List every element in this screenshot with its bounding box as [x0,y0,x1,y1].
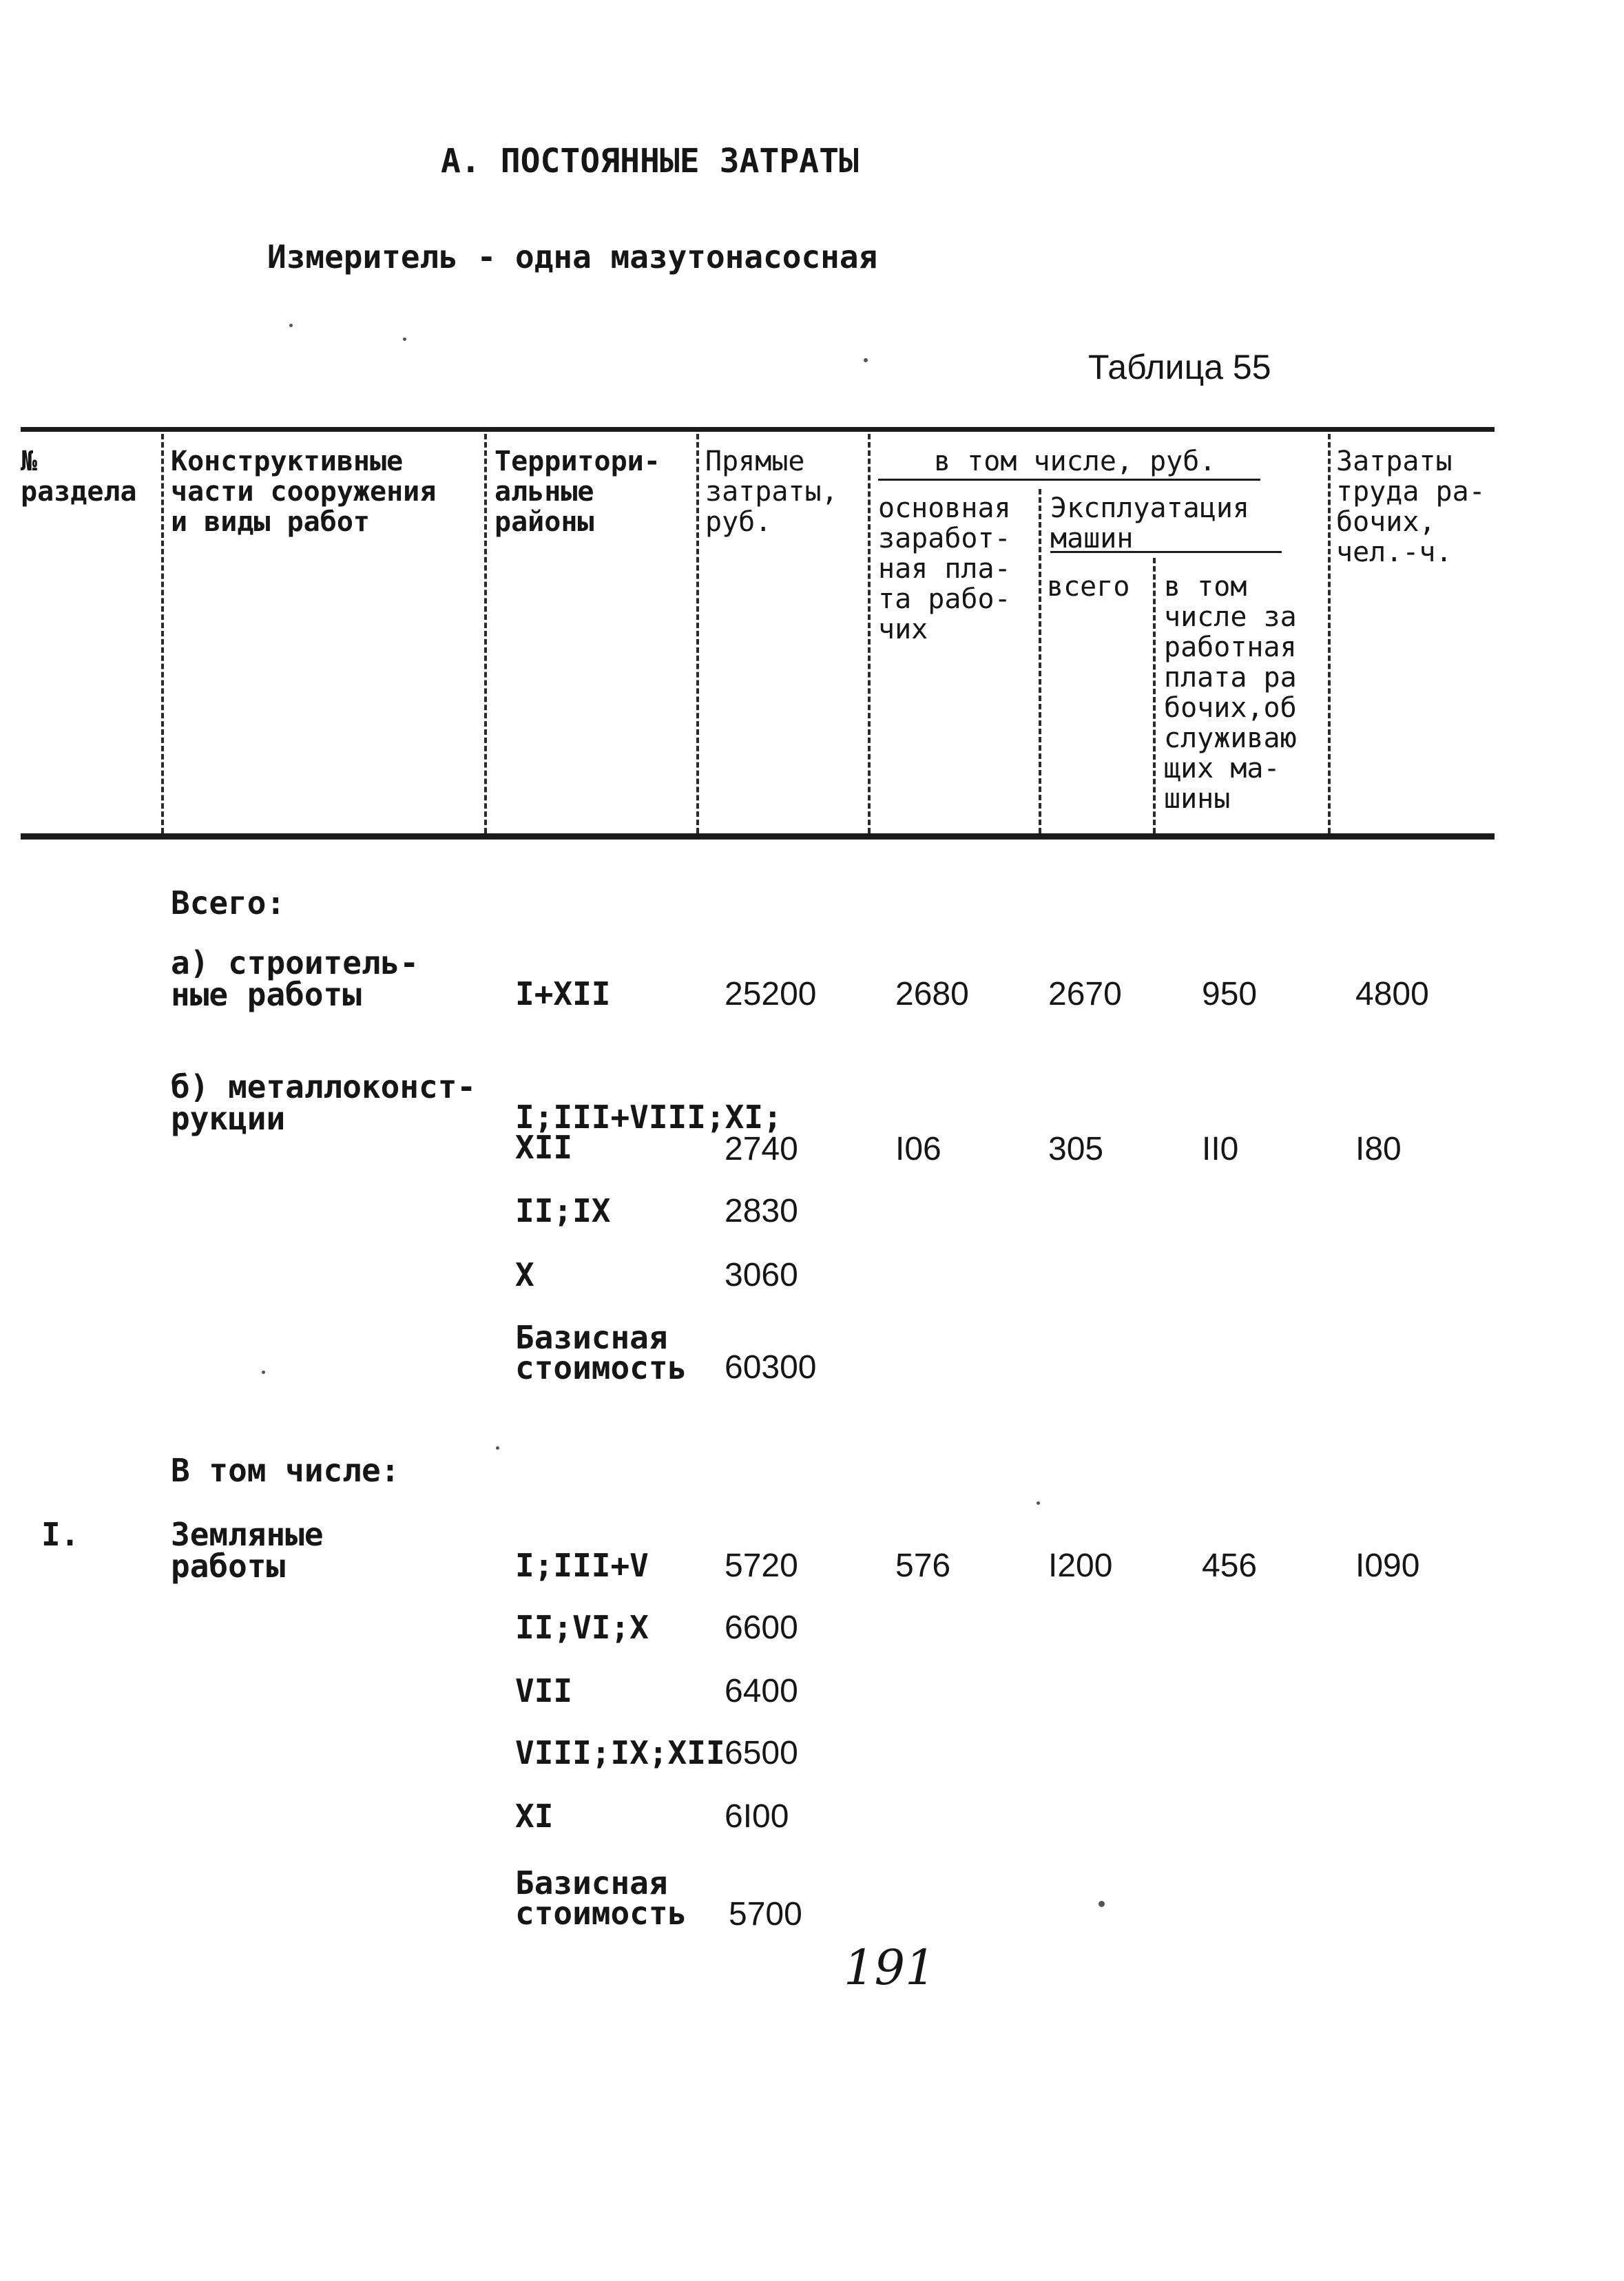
header-machine-operation: Эксплуатация [1050,492,1249,524]
region-cell: I;III+V [515,1547,649,1584]
header-machine-wages: в том числе за работная плата ра бочих,об служиваю щих ма- шины [1164,571,1297,815]
wages-cell: 2680 [895,976,969,1012]
header-section-number: № раздела [21,446,137,508]
region-cell: Базисная стоимость [515,1864,687,1932]
scan-speck [262,1371,265,1374]
machine-wages-cell: II0 [1202,1131,1239,1167]
scan-speck [1099,1901,1105,1907]
direct-cost-cell: 5700 [729,1896,802,1933]
header-including-group: в том числе, руб. [934,446,1216,477]
header-structural-parts: Конструктивные части сооружения и виды работ [171,446,437,538]
direct-cost-cell: 6600 [725,1610,798,1646]
region-cell: II;IX [515,1192,611,1229]
column-divider [1328,434,1331,833]
scan-speck [403,337,406,341]
column-divider [868,434,871,833]
column-divider [161,434,164,833]
header-bottom-rule [21,833,1495,840]
wages-cell: 576 [895,1548,951,1584]
direct-cost-cell: 2830 [725,1193,798,1229]
direct-cost-cell: 6400 [725,1673,798,1709]
scan-speck [289,324,293,327]
header-base-wages: основная заработ- ная пла- та рабо- чих [878,492,1011,645]
column-divider [696,434,699,833]
header-labor-costs: Затраты труда ра- бочих, чел.-ч. [1336,446,1486,568]
table-label: Таблица 55 [1088,348,1271,386]
region-cell: X [515,1256,534,1293]
header-direct-costs: Прямые затраты, руб. [705,446,838,538]
region-cell: Базисная стоимость [515,1319,687,1386]
page-subtitle: Измеритель - одна мазутонасосная [267,238,878,275]
machine-wages-cell: 950 [1202,976,1258,1012]
scan-speck [1037,1501,1040,1505]
group-underline [878,479,1260,481]
page-title: А. ПОСТОЯННЫЕ ЗАТРАТЫ [441,142,859,180]
scan-speck [864,358,868,362]
region-cell: VII [515,1672,573,1709]
labor-cell: 4800 [1355,976,1429,1012]
region-cell: VIII;IX;XII [515,1734,725,1771]
machine-total-cell: 305 [1048,1131,1104,1167]
machine-total-cell: 2670 [1048,976,1122,1012]
header-territorial-regions: Территори- альные районы [495,446,660,538]
direct-cost-cell: 6I00 [725,1798,789,1835]
direct-cost-cell: 25200 [725,976,817,1012]
column-divider [484,434,487,833]
scan-speck [496,1446,499,1450]
labor-cell: I090 [1355,1548,1420,1584]
direct-cost-cell: 6500 [725,1735,798,1771]
direct-cost-cell: 3060 [725,1257,798,1293]
region-cell: I;III+VIII;XI; XII [515,1098,782,1166]
region-cell: I+XII [515,975,611,1012]
header-machines: машин [1050,523,1134,554]
section-1-name: Земляные работы [171,1516,324,1585]
section-a-name: а) строитель- ные работы [171,944,419,1013]
region-cell: II;VI;X [515,1609,649,1646]
header-machine-total: всего [1047,571,1130,603]
header-top-rule [21,427,1495,432]
machine-wages-cell: 456 [1202,1548,1258,1584]
total-label: Всего: [171,884,286,921]
section-number: I. [41,1516,80,1553]
region-cell: XI [515,1798,554,1835]
column-divider [1039,489,1041,833]
direct-cost-cell: 5720 [725,1548,798,1584]
page-number: 191 [844,1939,936,1996]
labor-cell: I80 [1355,1131,1402,1167]
direct-cost-cell: 2740 [725,1131,798,1167]
column-divider [1153,558,1156,833]
machine-total-cell: I200 [1048,1548,1113,1584]
direct-cost-cell: 60300 [725,1349,817,1386]
including-label: В том числе: [171,1452,400,1489]
wages-cell: I06 [895,1131,941,1167]
section-b-name: б) металлоконст- рукции [171,1068,477,1137]
